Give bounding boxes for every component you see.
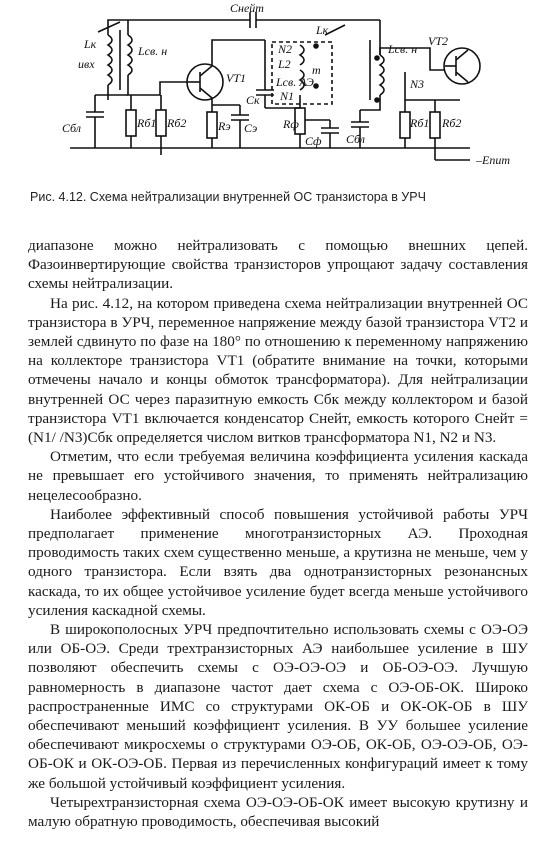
paragraph: Четырехтранзисторная схема ОЭ-ОЭ-ОБ-ОК имеет высокую крутизну и малую обратную проводимость, обеспечивая высокий xyxy=(28,793,528,831)
paragraph: Наиболее эффективный способ повышения устойчивой работы УРЧ предполагает применение многотранзисторных АЭ. Проходная проводимость таких схем существенно меньше, а крутизна не меньше, чем у одного транзистора. Если взять два однотранзисторных резонансных каскада, то их общее устойчивое усиление будет всегда меньше устойчивого усиления каскадной схемы. xyxy=(28,505,528,619)
label-cbl-left: Cбл xyxy=(62,121,81,135)
paragraph: Отметим, что если требуемая величина коэффициента усиления каскада не превышает его устойчивого значения, то применять нейтрализацию нецелесообразно. xyxy=(28,448,528,504)
paragraph: диапазоне можно нейтрализовать с помощью внешних цепей. Фазоинвертирующие свойства транзисторов упрощают задачу составления схемы нейтрализации. xyxy=(28,237,528,293)
label-uvx: uвх xyxy=(78,57,95,71)
label-n3: N3 xyxy=(410,77,425,91)
label-vt2: VT2 xyxy=(428,34,449,48)
label-cneit: Cнейт xyxy=(230,1,264,15)
label-re: Rэ xyxy=(218,119,231,133)
lsvn-left-coil xyxy=(128,35,132,75)
label-rb2-right: Rб2 xyxy=(442,116,462,130)
label-lsvn-right: Lсв. н xyxy=(388,42,418,56)
body-text xyxy=(28,236,528,831)
label-n2: N2 xyxy=(278,42,293,56)
label-ce: Cэ xyxy=(244,121,258,135)
figure-caption: Рис. 4.12. Схема нейтрализации внутренней ОС транзистора в УРЧ xyxy=(30,190,426,204)
label-vt1: VT1 xyxy=(226,71,247,85)
label-cf: Cф xyxy=(305,134,322,148)
label-m: m xyxy=(312,63,321,77)
circuit-schematic xyxy=(0,0,537,185)
label-epit: –Eпит xyxy=(476,153,510,167)
label-rb1-left: Rб1 xyxy=(137,116,157,130)
label-rf: Rф xyxy=(283,117,299,131)
label-ck: Cк xyxy=(246,93,260,107)
label-rb1-right: Rб1 xyxy=(410,116,430,130)
label-cbl-right: Cбл xyxy=(346,132,365,146)
label-lsvae: Lсв. АЭ xyxy=(276,75,314,89)
label-lk-left: Lк xyxy=(84,37,97,51)
lk-left-coil xyxy=(108,35,112,85)
circuit-figure xyxy=(0,0,537,185)
label-l2: L2 xyxy=(278,57,291,71)
label-rb2-left: Rб2 xyxy=(167,116,187,130)
label-lk-right: Lк xyxy=(316,23,329,37)
paragraph: На рис. 4.12, на котором приведена схема нейтрализации внутренней ОС транзистора в УРЧ, переменное напряжение между базой транзистора VT2 и землей сдвинуто по фазе на 180° по отношению к переменному напряжению на коллекторе транзистора VT1 (обратите внимание на точки, которыми отмечены начало и концы обмоток трансформатора). Для нейтрализации внутренней ОС через паразитную емкость Cбк между коллектором и базой транзистора VT1 включается конденсатор Cнейт, емкость которого Cнейт = (N1/ /N3)Cбк определяется числом витков трансформатора N1, N2 и N3. xyxy=(28,294,528,447)
label-n1: N1 xyxy=(280,89,295,103)
label-lsvn-left: Lсв. н xyxy=(138,44,168,58)
tuning-arrow xyxy=(98,22,120,32)
paragraph: В широкополосных УРЧ предпочтительно использовать схемы с ОЭ-ОЭ или ОБ-ОЭ. Среди трехтранзисторных АЭ наибольшее усиление в ШУ позволяют обеспечить схемы с ОЭ-ОЭ-ОЭ и ОБ-ОЭ-ОЭ. Лучшую равномерность в диапазоне частот дает схема с ОЭ-ОБ-ОК. Широко распространенные ИМС со структурами ОК-ОБ и ОК-ОК-ОБ в ШУ обеспечивают меньший коэффициент усиления. В УУ большее усиление обеспечивают микросхемы о структурами ОЭ-ОБ, ОК-ОБ, ОЭ-ОЭ-ОБ, ОЭ-ОБ-ОК и ОК-ОЭ-ОБ. Первая из перечисленных конфигураций имеет к тому же большой устойчивый коэффициент усиления. xyxy=(28,621,528,792)
